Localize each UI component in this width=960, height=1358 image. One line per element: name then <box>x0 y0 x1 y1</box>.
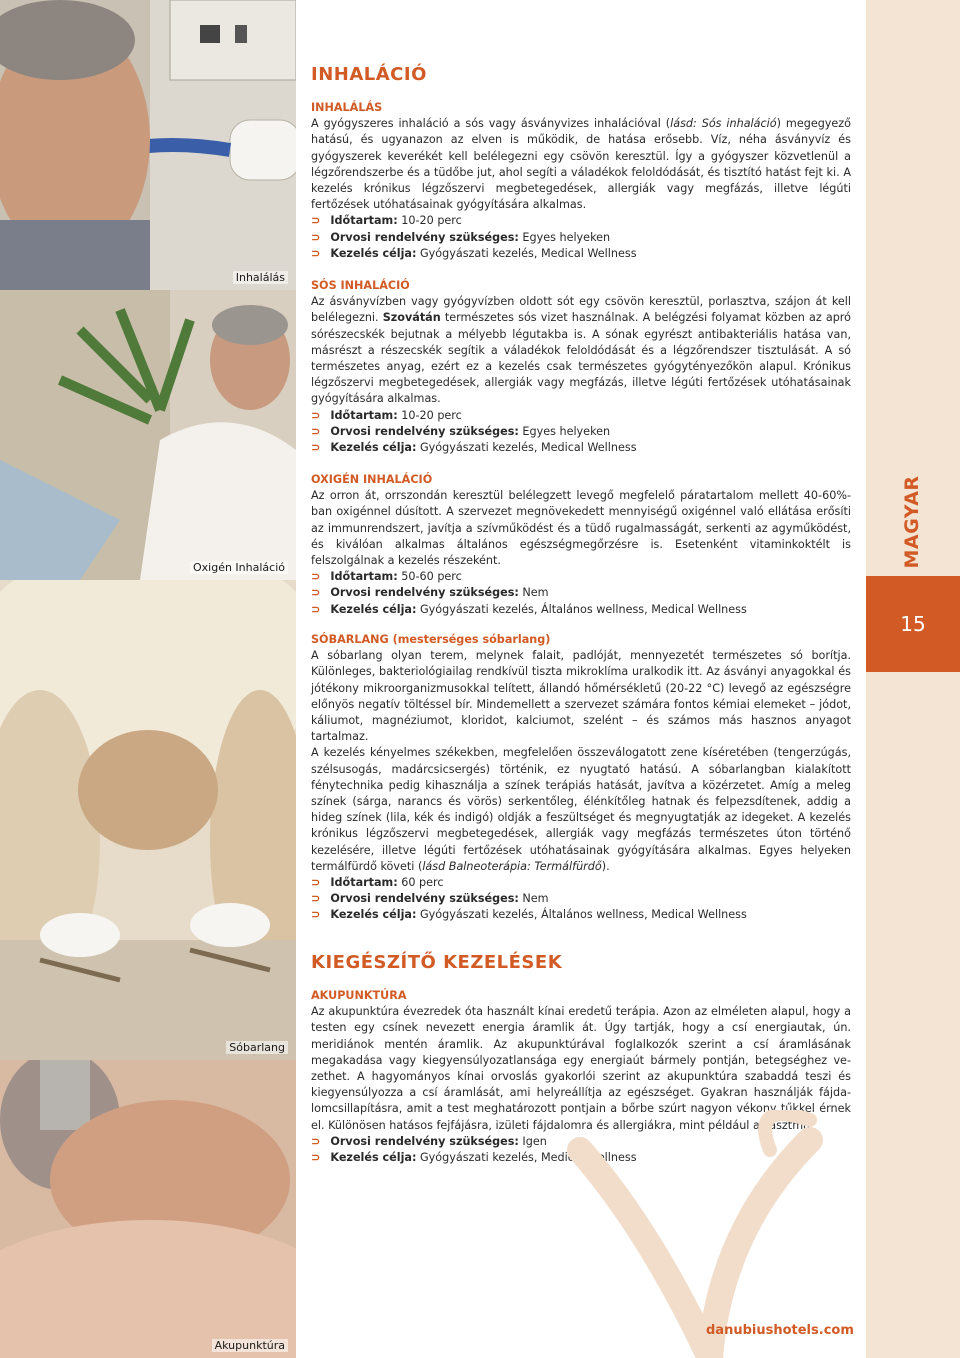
bullet-prescription: ⊃ Orvosi rendelvény szükséges: Egyes helyeken <box>311 424 611 438</box>
bullet-duration: ⊃ Időtartam: 10-20 perc <box>311 408 462 422</box>
photo-caption: Inhalálás <box>233 271 288 284</box>
language-label-text: MAGYAR <box>901 475 923 569</box>
bullet-prescription: ⊃ Orvosi rendelvény szükséges: Egyes helyeken <box>311 230 611 244</box>
heading-akupunktura: AKUPUNKTÚRA <box>311 989 407 1002</box>
photo-caption: Akupunktúra <box>212 1339 288 1352</box>
photo-akupunktura-image <box>0 1060 296 1358</box>
language-label <box>884 472 940 572</box>
bullet-goal: ⊃ Kezelés célja: Gyógyászati kezelés, Medical Wellness <box>311 246 637 260</box>
arrow-bullet-icon: ⊃ <box>311 230 321 244</box>
arrow-bullet-icon: ⊃ <box>311 586 321 600</box>
photo-oxigen <box>0 290 296 580</box>
body-akupunktura: Az akupunktúra évezredek óta használt kínai eredetű terápia. Azon az elméleten alapul, hogy a testen egy csínek nevezett energia áramlik át. Úgy tartják, hogy a csí energiautak, ún. meridiánok mentén áramlik. Az akupunktúrával foglalkozók szerint a csí áramlásának megakadása vagy kiegyensúlyozatlansága egy energiaút bármely pontján, betegséghez vezethet. A hagyományos kínai orvoslás gyakorlói szerint az akupunktúra szabaddá teszi és kiegyensúlyozza a csí áramlását, ami helyreállítja az egészséget. Gyakran használják fájdalomcsillapításra, amit a test meghatározott pontjain a bőrbe szúrt nagyon vékony tűkkel érnek el. Különösen hatásos fejfájásra, izületi fájdalomra és allergiákra, mint például az asztma. <box>311 1005 851 1132</box>
arrow-bullet-icon: ⊃ <box>311 214 321 228</box>
bullet-goal: ⊃ Kezelés célja: Gyógyászati kezelés, Medical Wellness <box>311 1151 637 1165</box>
photo-oxigen-image <box>0 290 296 580</box>
block-sos-inhalacio <box>311 278 851 456</box>
arrow-bullet-icon: ⊃ <box>311 1134 321 1148</box>
section-title-kiegeszito: KIEGÉSZÍTŐ KEZELÉSEK <box>311 952 563 973</box>
body-sobarlang-2: A kezelés kényelmes székekben, megfelelően összeválogatott zene kíséretében (tengerzúgás, szélsusogás, madárcsicsergés) történik, ez nyugtató hatású. A sóbarlangban kialakított fénytechnika pedig kihasználja a színek terápiás hatását, javítva a közérzetet. Amíg a meleg színek (sárga, narancs és vörös) serkentőleg, élénkítőleg hatnak és felpezsdítenek, addig a hideg színek (lila, kék és indigó) oldják a feszültséget és megnyugtatják az idegeket. A kezelés krónikus légzőszervi megbetegedések, allergiák vagy megfázás természetes úton történő kezelésére, illetve légúti fertőzések utóhatásainak gyógyítására alkalmas. Egyes helyeken termálfürdő követi (lásd Balneoterápia: Termálfürdő). <box>311 746 851 873</box>
body-inhalalas: A gyógyszeres inhaláció a sós vagy ásványvizes inhalációval (lásd: Sós inhaláció) megegyező hatású, és ugyanazon az elven is működik, de hatása erősebb. Víz, néha ásványvíz és gyógyszerek keverékét kell belélegezni egy csövön keresztül. Így a gyógyszer közvetlenül a légzőrendszerbe és a tüdőbe jut, ahol segíti a váladékok feloldódását, és tisztító hatást fejt ki. A kezelés krónikus légzőszervi megbetegedések, allergiák vagy megfázás, illetve légúti fertőzések utóhatásainak gyógyítására alkalmas. <box>311 117 852 212</box>
photo-sobarlang-image <box>0 580 296 1060</box>
bullet-goal: ⊃ Kezelés célja: Gyógyászati kezelés, Általános wellness, Medical Wellness <box>311 908 747 922</box>
block-inhalalas <box>311 100 851 262</box>
bullet-goal: ⊃ Kezelés célja: Gyógyászati kezelés, Medical Wellness <box>311 441 637 455</box>
side-band <box>866 0 960 1358</box>
website-link[interactable]: danubiushotels.com <box>706 1323 854 1338</box>
arrow-bullet-icon: ⊃ <box>311 424 321 438</box>
photo-caption: Oxigén Inhaláció <box>190 561 288 574</box>
block-sobarlang <box>311 632 851 924</box>
arrow-bullet-icon: ⊃ <box>311 892 321 906</box>
danubius-swirl-logo <box>560 1110 860 1358</box>
heading-inhalalas: INHALÁLÁS <box>311 101 383 114</box>
bullet-goal: ⊃ Kezelés célja: Gyógyászati kezelés, Általános wellness, Medical Wellness <box>311 602 747 616</box>
arrow-bullet-icon: ⊃ <box>311 408 321 422</box>
arrow-bullet-icon: ⊃ <box>311 441 321 455</box>
arrow-bullet-icon: ⊃ <box>311 602 321 616</box>
bullet-duration: ⊃ Időtartam: 10-20 perc <box>311 214 462 228</box>
bullet-prescription: ⊃ Orvosi rendelvény szükséges: Igen <box>311 1134 547 1148</box>
block-oxigen-inhalacio <box>311 472 851 618</box>
page-number: 15 <box>866 576 960 672</box>
photo-inhalalas-image <box>0 0 296 290</box>
heading-oxigen-inhalacio: OXIGÉN INHALÁCIÓ <box>311 473 433 486</box>
heading-sobarlang: SÓBARLANG (mesterséges sóbarlang) <box>311 633 551 646</box>
photo-inhalalas <box>0 0 296 290</box>
bullet-duration: ⊃ Időtartam: 50-60 perc <box>311 570 462 584</box>
arrow-bullet-icon: ⊃ <box>311 908 321 922</box>
photo-caption: Sóbarlang <box>226 1041 288 1054</box>
bullet-duration: ⊃ Időtartam: 60 perc <box>311 876 444 890</box>
body-sos-inhalacio: Az ásványvízben vagy gyógyvízben oldott sót egy csövön keresztül, porlasztva, szájon át kell belélegezni. Szovátán természetes sós vizet használnak. A belégzési folyamat közben az apró sórészecskék bejutnak a mélyebb légutakba is. A sónak egyrészt antibakteriális hatása van, másrészt a részecskék segítik a váladékok feloldódását és a légzőrendszer tisztulását. A só természetes anyag, ezért ez a kezelés csak természetes gyógytényezőkön alapul. Krónikus légzőszervi megbetegedések, allergiák vagy megfázás, illetve légúti fertőzések utóhatásainak gyógyítására alkalmas. <box>311 295 852 406</box>
arrow-bullet-icon: ⊃ <box>311 570 321 584</box>
photo-sobarlang <box>0 580 296 1060</box>
bullet-prescription: ⊃ Orvosi rendelvény szükséges: Nem <box>311 586 549 600</box>
bullet-prescription: ⊃ Orvosi rendelvény szükséges: Nem <box>311 892 549 906</box>
body-oxigen-inhalacio: Az orron át, orrszondán keresztül belélegzett levegő megfelelő páratartalom mellett 40-60%-ban oxigénnel dúsított. A szervezet megnövekedett mennyiségű oxigénnel való ellátása erősíti az immunrendszert, javítja a szívműködést és a tüdő rugalmasságát, serkenti az agyműködést, és kiválóan alkalmas általános egészségmegőrzésre is. Esetenként vitaminkoktélt is felszolgálnak a kezelés részeként. <box>311 489 851 568</box>
arrow-bullet-icon: ⊃ <box>311 876 321 890</box>
arrow-bullet-icon: ⊃ <box>311 1151 321 1165</box>
heading-sos-inhalacio: SÓS INHALÁCIÓ <box>311 279 410 292</box>
section-title-inhalacio: INHALÁCIÓ <box>311 64 427 85</box>
photo-akupunktura <box>0 1060 296 1358</box>
arrow-bullet-icon: ⊃ <box>311 246 321 260</box>
body-sobarlang-1: A sóbarlang olyan terem, melynek falait, padlóját, mennyezetét természetes só borítja. Különleges, bakteriológiailag rendkívül tiszta mikroklíma uralkodik itt. Az ásványi anyagokkal és jótékony mikroorganizmusokkal telített, állandó hőmérsékletű (20-22 °C) levegő az egészségre előnyös negatív töltéssel bír. Mindemellett a szervezet számára fontos kémiai elemeket – jódot, káliumot, magnéziumot, kloridot, kalciumot, szelént – és számos más hasznos anyagot tartalmaz. <box>311 649 851 744</box>
